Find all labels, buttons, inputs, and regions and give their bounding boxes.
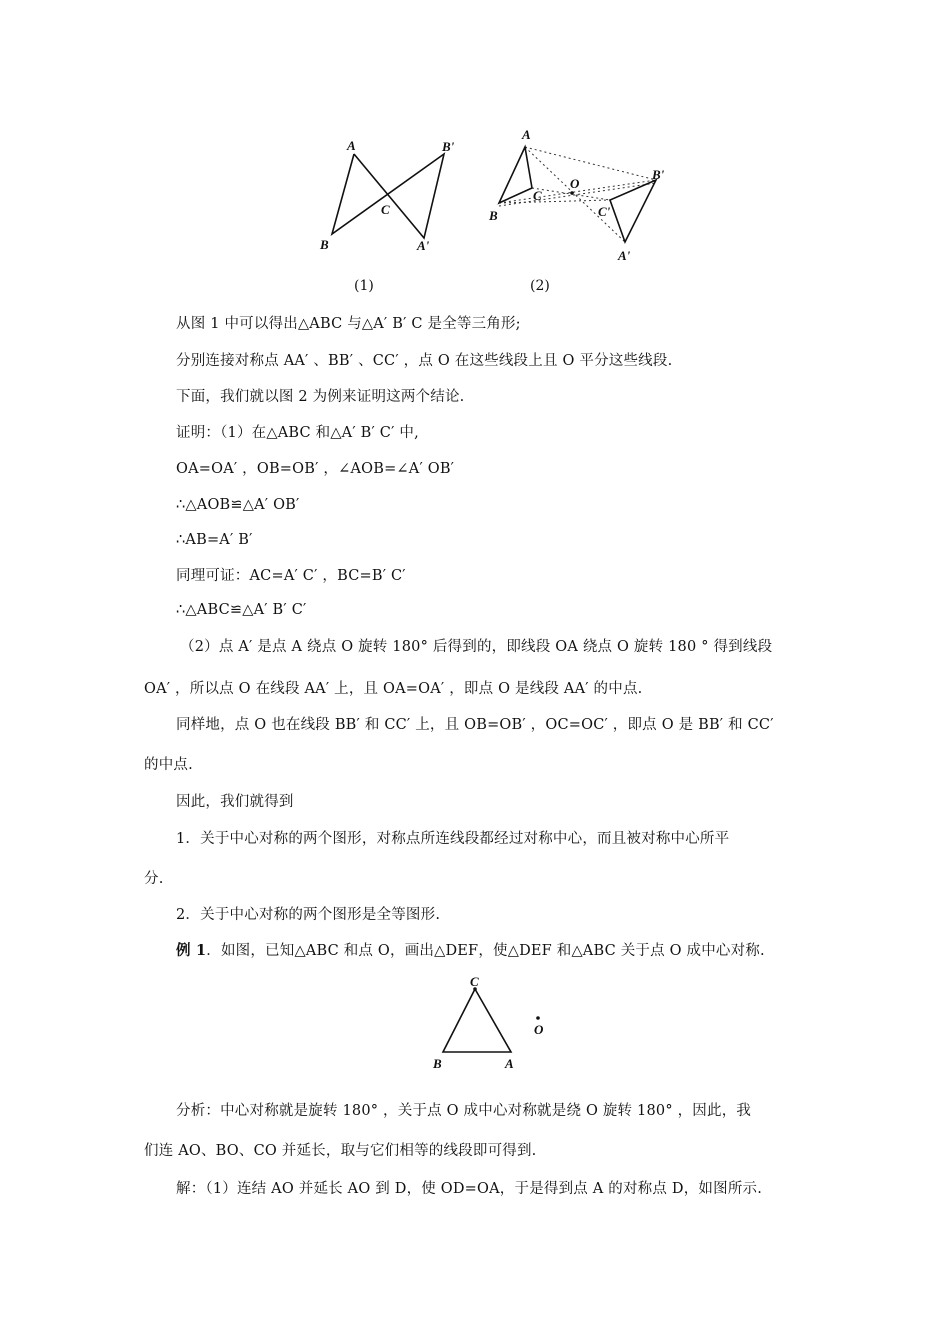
analysis-line-1: 分析：中心对称就是旋转 180° ，关于点 O 成中心对称就是绕 O 旋转 180° ，因此，我 (176, 1103, 752, 1119)
fig3-label-C: C (470, 974, 479, 989)
conclusion-2: 2．关于中心对称的两个图形是全等图形. (176, 907, 441, 923)
example-label: 例 1 (176, 942, 207, 959)
figure-3-drawing (425, 970, 555, 1075)
analysis-line-2: 们连 AO、BO、CO 并延长，取与它们相等的线段即可得到. (144, 1143, 537, 1159)
figure-2-caption: (2) (530, 278, 550, 294)
figure-1-caption: (1) (354, 278, 374, 294)
fig1-label-A-prime: A' (417, 238, 430, 253)
conclusion-1-line-1: 1．关于中心对称的两个图形，对称点所连线段都经过对称中心，而且被对称中心所平 (176, 831, 730, 847)
proof-line-1: OA=OA′ ，OB=OB′ ，∠AOB=∠A′ OB′ (176, 461, 455, 477)
example-1 (176, 941, 765, 961)
paragraph-1: 从图 1 中可以得出△ABC 与△A′ B′ C 是全等三角形; (176, 316, 521, 332)
fig1-label-B-prime: B' (442, 139, 455, 154)
fig1-label-C: C (381, 202, 390, 217)
proof-line-3: ∴AB=A′ B′ (176, 532, 253, 548)
therefore-line: 因此，我们就得到 (176, 794, 294, 810)
conclusion-1-line-2: 分. (144, 871, 164, 887)
figure-2-drawing (480, 120, 680, 270)
similarly-line-2: 的中点. (144, 757, 193, 773)
figure-2 (480, 120, 680, 270)
fig3-label-O: O (534, 1022, 544, 1037)
figure-1 (310, 130, 470, 260)
fig3-label-B: B (433, 1056, 442, 1071)
proof-heading: 证明：（1）在△ABC 和△A′ B′ C′ 中, (176, 425, 419, 441)
paragraph-3: 下面，我们就以图 2 为例来证明这两个结论. (176, 389, 465, 405)
fig2-label-B-prime: B' (652, 167, 665, 182)
proof-part2-line-1: （2）点 A′ 是点 A 绕点 O 旋转 180° 后得到的，即线段 OA 绕点 O 旋转 180 ° 得到线段 (180, 639, 773, 655)
figure-3 (425, 970, 555, 1075)
paragraph-2: 分别连接对称点 AA′ 、BB′ 、CC′ ，点 O 在这些线段上且 O 平分这些线段. (176, 353, 673, 369)
proof-line-4: 同理可证：AC=A′ C′ ，BC=B′ C′ (176, 568, 406, 584)
proof-line-2: ∴△AOB≌△A′ OB′ (176, 497, 300, 513)
proof-line-5: ∴△ABC≌△A′ B′ C′ (176, 602, 307, 618)
fig1-label-A: A (347, 138, 356, 153)
fig2-label-B: B (489, 208, 498, 223)
example-text: ．如图，已知△ABC 和点 O，画出△DEF，使△DEF 和△ABC 关于点 O 成中心对称. (206, 943, 765, 959)
similarly-line-1: 同样地，点 O 也在线段 BB′ 和 CC′ 上，且 OB=OB′ ，OC=OC′ ，即点 O 是 BB′ 和 CC′ (176, 717, 774, 733)
fig2-label-A: A (522, 127, 531, 142)
proof-part2-line-2: OA′ ，所以点 O 在线段 AA′ 上，且 OA=OA′ ，即点 O 是线段 AA′ 的中点. (144, 681, 643, 697)
fig2-label-A-prime: A' (618, 248, 631, 263)
fig3-label-A: A (505, 1056, 514, 1071)
fig2-label-O: O (570, 176, 580, 191)
solution-line: 解：（1）连结 AO 并延长 AO 到 D，使 OD=OA，于是得到点 A 的对称点 D，如图所示. (176, 1181, 763, 1197)
figure-1-drawing (310, 130, 470, 260)
fig2-label-C: C (533, 188, 542, 203)
fig1-label-B: B (320, 237, 329, 252)
fig2-label-C-prime: C' (598, 204, 611, 219)
